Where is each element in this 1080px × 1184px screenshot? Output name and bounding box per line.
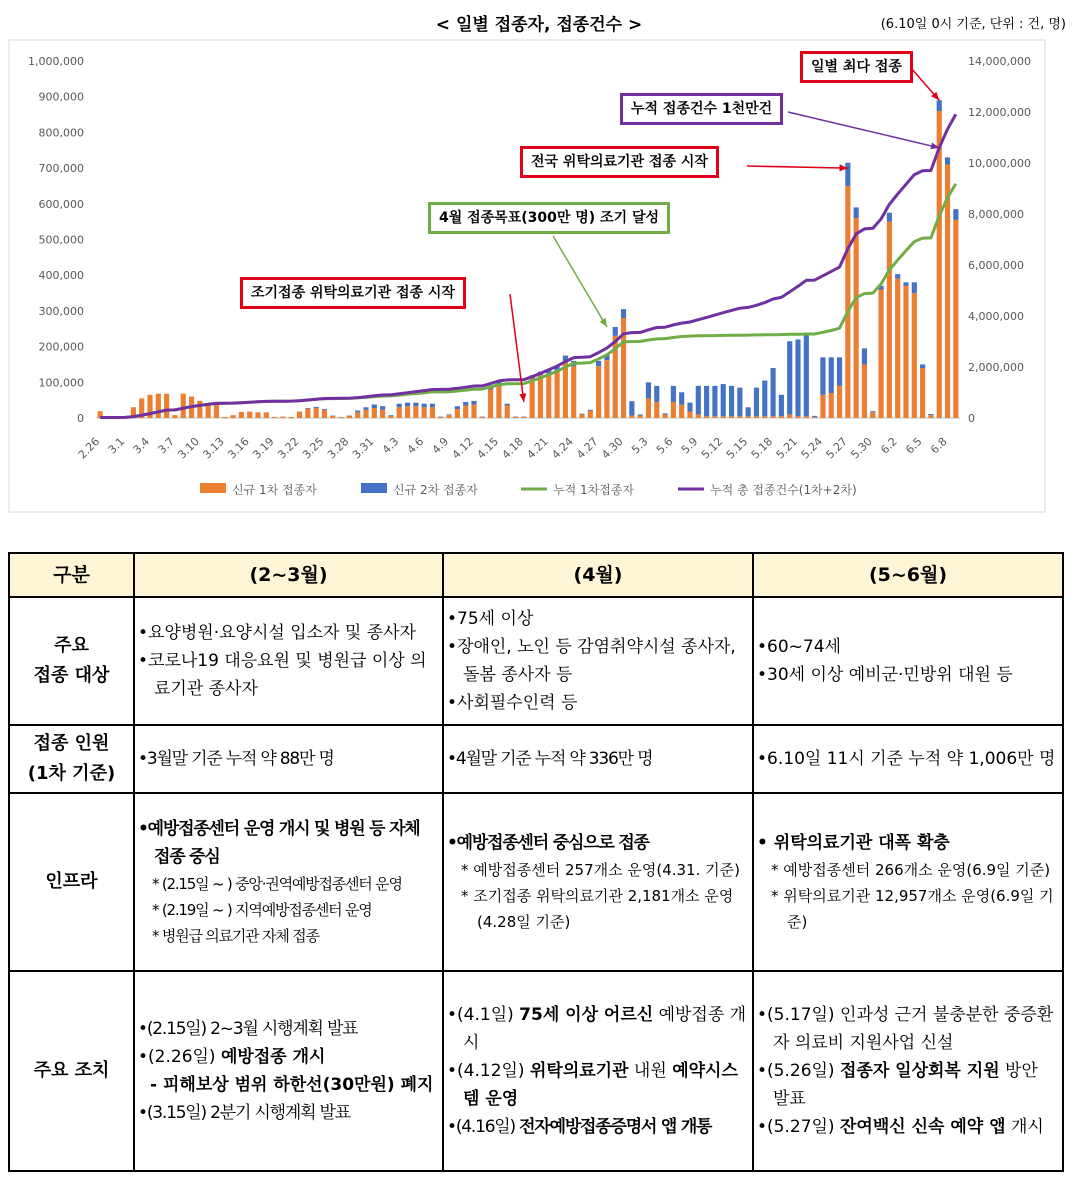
bar-first-dose <box>579 414 584 418</box>
bar-second-dose <box>912 282 917 293</box>
row-infra <box>9 793 1063 971</box>
row-measures <box>9 971 1063 1171</box>
bar-first-dose <box>355 412 360 418</box>
bar-first-dose <box>721 416 726 418</box>
x-tick-label: 6.8 <box>928 434 950 457</box>
x-tick-label: 4.30 <box>599 434 626 462</box>
bar-first-dose <box>712 416 717 418</box>
x-tick-label: 5.12 <box>698 434 726 462</box>
row-label-measures: 주요 조치 <box>9 971 134 1171</box>
x-tick-label: 4.3 <box>379 434 402 457</box>
bar-second-dose <box>687 403 692 412</box>
bar-first-dose <box>854 218 859 418</box>
bar-second-dose <box>397 404 402 408</box>
x-tick-label: 3.1 <box>105 434 128 457</box>
bar-first-dose <box>530 379 535 418</box>
x-tick-label: 5.9 <box>678 434 701 457</box>
y-right-tick-label: 12,000,000 <box>968 106 1031 119</box>
header-apr: (4월) <box>443 553 753 597</box>
bar-first-dose <box>555 371 560 418</box>
y-right-tick-label: 0 <box>968 412 975 425</box>
bar-first-dose <box>746 416 751 418</box>
bar-second-dose <box>712 386 717 416</box>
bar-first-dose <box>795 416 800 418</box>
x-tick-label: 3.4 <box>130 434 153 457</box>
x-tick-label: 4.6 <box>404 434 427 457</box>
bar-first-dose <box>488 389 493 418</box>
bar-first-dose <box>314 408 319 418</box>
bar-first-dose <box>264 412 269 418</box>
bar-second-dose <box>621 309 626 318</box>
row-label-count: 접종 인원 (1차 기준) <box>9 725 134 793</box>
header-may-jun: (5~6월) <box>753 553 1063 597</box>
bar-second-dose <box>928 414 933 415</box>
bar-first-dose <box>247 412 252 418</box>
bar-first-dose <box>181 394 186 418</box>
bar-first-dose <box>887 222 892 418</box>
bar-first-dose <box>704 416 709 418</box>
bar-second-dose <box>746 407 751 416</box>
x-tick-label: 6.2 <box>878 434 900 457</box>
bar-first-dose <box>771 416 776 418</box>
bar-second-dose <box>953 209 958 220</box>
y-right-tick-label: 4,000,000 <box>968 310 1024 323</box>
bar-first-dose <box>571 366 576 418</box>
callout-april-goal: 4월 접종목표(300만 명) 조기 달성 <box>428 202 670 234</box>
bar-first-dose <box>895 279 900 418</box>
bar-first-dose <box>289 417 294 418</box>
bar-second-dose <box>380 406 385 410</box>
cell-measures-apr: •(4.1일) 75세 이상 어르신 예방접종 개시 •(4.12일) 위탁의료기관 내원 예약시스템 운영 •(4.16일) 전자예방접종증명서 앱 개통 <box>443 971 753 1171</box>
bar-first-dose <box>405 406 410 418</box>
row-targets <box>9 597 1063 725</box>
y-right-tick-label: 2,000,000 <box>968 361 1024 374</box>
bar-second-dose <box>654 386 659 402</box>
bar-first-dose <box>430 407 435 418</box>
bar-first-dose <box>804 416 809 418</box>
bar-first-dose <box>679 405 684 418</box>
x-tick-label: 4.12 <box>449 434 477 462</box>
bar-first-dose <box>629 416 634 418</box>
bar-first-dose <box>305 409 310 418</box>
bar-first-dose <box>222 417 227 418</box>
x-tick-label: 3.28 <box>324 434 352 462</box>
x-tick-label: 3.7 <box>155 434 178 457</box>
bar-first-dose <box>380 410 385 418</box>
bar-second-dose <box>887 213 892 222</box>
bar-first-dose <box>546 373 551 418</box>
y-left-tick-label: 1,000,000 <box>28 55 84 68</box>
legend-label: 누적 총 접종건수(1차+2차) <box>710 483 857 497</box>
bar-first-dose <box>671 402 676 418</box>
bar-second-dose <box>945 157 950 164</box>
header-category: 구분 <box>9 553 134 597</box>
bar-second-dose <box>579 414 584 415</box>
cell-targets-apr: •75세 이상 •장애인, 노인 등 감염취약시설 종사자, 돌봄 종사자 등 •사회필수인력 등 <box>443 597 753 725</box>
cell-targets-may-jun: •60~74세 •30세 이상 예비군·민방위 대원 등 <box>753 597 1063 725</box>
bar-first-dose <box>646 398 651 418</box>
bar-first-dose <box>654 402 659 418</box>
bar-second-dose <box>413 403 418 407</box>
bar-second-dose <box>903 282 908 286</box>
legend-swatch <box>200 483 226 493</box>
bar-first-dose <box>363 410 368 418</box>
annotation-leader-line <box>553 236 607 327</box>
bar-first-dose <box>596 366 601 418</box>
bar-first-dose <box>812 417 817 418</box>
bar-second-dose <box>505 404 510 406</box>
bar-second-dose <box>596 361 601 366</box>
bar-first-dose <box>729 416 734 418</box>
bar-first-dose <box>480 417 485 418</box>
bar-first-dose <box>471 404 476 418</box>
y-right-tick-label: 14,000,000 <box>968 55 1031 68</box>
bar-second-dose <box>787 341 792 414</box>
bar-second-dose <box>646 382 651 398</box>
x-tick-label: 6.5 <box>903 434 925 457</box>
bar-first-dose <box>339 417 344 418</box>
bar-second-dose <box>820 357 825 394</box>
x-tick-label: 4.18 <box>499 434 526 462</box>
bar-first-dose <box>297 412 302 418</box>
bar-second-dose <box>754 388 759 417</box>
x-tick-label: 3.19 <box>250 434 277 462</box>
bar-first-dose <box>413 406 418 418</box>
bar-second-dose <box>854 207 859 218</box>
y-left-tick-label: 600,000 <box>38 197 84 211</box>
bar-first-dose <box>779 416 784 418</box>
bar-second-dose <box>455 406 460 409</box>
annotation-arrowhead <box>600 318 607 327</box>
bar-second-dose <box>920 364 925 368</box>
bar-second-dose <box>895 274 900 279</box>
cell-measures-feb-mar: •(2.15일) 2~3월 시행계획 발표 •(2.26일) 예방접종 개시 - 피해보상 범위 하한선(30만원) 폐지 •(3.15일) 2분기 시행계획 발표 <box>134 971 443 1171</box>
bar-first-dose <box>870 412 875 418</box>
bar-second-dose <box>804 334 809 416</box>
vaccination-chart <box>8 0 1070 548</box>
bar-second-dose <box>937 100 942 111</box>
bar-second-dose <box>663 413 668 414</box>
bar-first-dose <box>787 414 792 418</box>
y-left-tick-label: 500,000 <box>38 233 84 247</box>
bar-first-dose <box>388 416 393 418</box>
y-left-tick-label: 700,000 <box>38 162 84 176</box>
bar-second-dose <box>837 357 842 386</box>
annotation-leader-line <box>747 166 848 168</box>
x-tick-label: 5.15 <box>723 434 751 462</box>
bar-second-dose <box>405 403 410 407</box>
y-left-tick-label: 300,000 <box>38 304 84 318</box>
bar-first-dose <box>447 415 452 418</box>
x-tick-label: 4.21 <box>524 434 551 462</box>
x-tick-label: 5.27 <box>823 434 850 462</box>
bar-first-dose <box>272 417 277 418</box>
bar-second-dose <box>613 327 618 336</box>
bar-second-dose <box>704 386 709 416</box>
cell-infra-feb-mar: •예방접종센터 운영 개시 및 병원 등 자체 접종 중심 * (2.15일 ~ ) 중앙·권역예방접종센터 운영 * (2.19일 ~ ) 지역예방접종센터 운영 * 병원급 의료기관 자체 접종 <box>134 793 443 971</box>
cell-targets-feb-mar: •요양병원·요양시설 입소자 및 종사자 •코로나19 대응요원 및 병원급 이상 의료기관 종사자 <box>134 597 443 725</box>
bar-first-dose <box>604 360 609 418</box>
bar-first-dose <box>438 417 443 418</box>
bar-first-dose <box>513 417 518 418</box>
bar-first-dose <box>422 407 427 418</box>
bar-second-dose <box>721 384 726 416</box>
bar-first-dose <box>521 417 526 418</box>
bar-first-dose <box>463 406 468 418</box>
bar-first-dose <box>903 286 908 418</box>
bar-second-dose <box>737 388 742 417</box>
x-tick-label: 3.31 <box>349 434 377 462</box>
bar-first-dose <box>455 409 460 418</box>
x-tick-label: 4.15 <box>474 434 502 462</box>
bar-second-dose <box>671 386 676 402</box>
x-tick-label: 3.13 <box>200 434 227 462</box>
legend-label: 신규 2차 접종자 <box>393 483 478 497</box>
legend-label: 누적 1차접종자 <box>553 483 635 497</box>
x-tick-label: 5.18 <box>748 434 776 462</box>
bar-first-dose <box>754 416 759 418</box>
bar-second-dose <box>829 357 834 393</box>
bar-second-dose <box>314 407 319 408</box>
y-left-tick-label: 0 <box>77 412 84 425</box>
bar-second-dose <box>845 163 850 186</box>
x-tick-label: 4.27 <box>574 434 601 462</box>
x-tick-label: 3.22 <box>275 434 302 462</box>
bar-first-dose <box>538 375 543 418</box>
x-tick-label: 3.16 <box>225 434 252 462</box>
x-tick-label: 4.9 <box>429 434 452 457</box>
x-tick-label: 2.26 <box>75 434 103 462</box>
bar-first-dose <box>737 416 742 418</box>
bar-first-dose <box>845 186 850 418</box>
header-feb-mar: (2~3월) <box>134 553 443 597</box>
bar-second-dose <box>762 381 767 417</box>
cell-count-apr: •4월말 기준 누적 약 336만 명 <box>443 725 753 793</box>
bar-second-dose <box>388 415 393 416</box>
bar-first-dose <box>505 406 510 418</box>
callout-cumulative-10m: 누적 접종건수 1천만건 <box>620 93 783 125</box>
bar-first-dose <box>696 414 701 418</box>
row-label-targets: 주요 접종 대상 <box>9 597 134 725</box>
y-right-tick-label: 10,000,000 <box>968 157 1031 170</box>
bar-first-dose <box>953 220 958 418</box>
bar-second-dose <box>363 407 368 409</box>
x-tick-label: 5.3 <box>629 434 651 457</box>
x-tick-label: 3.25 <box>300 434 327 462</box>
bar-first-dose <box>837 386 842 418</box>
legend-label: 신규 1차 접종자 <box>232 483 317 497</box>
bar-first-dose <box>879 289 884 418</box>
y-left-tick-label: 800,000 <box>38 126 84 140</box>
bar-first-dose <box>638 416 643 418</box>
x-tick-label: 3.10 <box>175 434 202 462</box>
bar-first-dose <box>496 385 501 418</box>
y-left-tick-label: 100,000 <box>38 376 84 390</box>
x-tick-label: 4.24 <box>549 434 576 462</box>
bar-first-dose <box>762 416 767 418</box>
bar-second-dose <box>771 368 776 416</box>
bar-first-dose <box>663 414 668 418</box>
bar-first-dose <box>829 393 834 418</box>
y-right-tick-label: 6,000,000 <box>968 259 1024 272</box>
bar-second-dose <box>463 402 468 406</box>
bar-second-dose <box>638 414 643 415</box>
bar-first-dose <box>214 404 219 418</box>
bar-second-dose <box>372 404 377 408</box>
vaccination-summary-table <box>8 552 1064 1172</box>
y-left-tick-label: 400,000 <box>38 269 84 283</box>
cell-infra-apr: •예방접종센터 중심으로 접종 * 예방접종센터 257개소 운영(4.31. 기준) * 조기접종 위탁의료기관 2,181개소 운영(4.28일 기준) <box>443 793 753 971</box>
bar-first-dose <box>330 416 335 418</box>
bar-second-dose <box>355 411 360 413</box>
bar-second-dose <box>422 404 427 408</box>
row-label-infra: 인프라 <box>9 793 134 971</box>
y-left-tick-label: 200,000 <box>38 340 84 354</box>
bar-first-dose <box>231 415 236 418</box>
bar-second-dose <box>795 339 800 416</box>
cell-count-may-jun: •6.10일 11시 기준 누적 약 1,006만 명 <box>753 725 1063 793</box>
bar-first-dose <box>912 293 917 418</box>
cell-count-feb-mar: •3월말 기준 누적 약 88만 명 <box>134 725 443 793</box>
bar-first-dose <box>280 417 285 418</box>
bar-first-dose <box>164 394 169 418</box>
callout-peak: 일별 최다 접종 <box>800 51 913 83</box>
bar-first-dose <box>687 412 692 418</box>
y-right-tick-label: 8,000,000 <box>968 208 1024 221</box>
cell-measures-may-jun: •(5.17일) 인과성 근거 불충분한 중증환자 의료비 지원사업 신설 •(5.26일) 접종자 일상회복 지원 방안 발표 •(5.27일) 잔여백신 신속 예약 앱 개시 <box>753 971 1063 1171</box>
bar-first-dose <box>397 407 402 418</box>
cell-infra-may-jun: • 위탁의료기관 대폭 확충 * 예방접종센터 266개소 운영(6.9일 기준) * 위탁의료기관 12,957개소 운영(6.9일 기준) <box>753 793 1063 971</box>
chart-title: < 일별 접종자, 접종건수 > <box>435 15 643 35</box>
bar-second-dose <box>447 414 452 415</box>
bar-first-dose <box>322 410 327 418</box>
bar-second-dose <box>588 410 593 411</box>
bar-first-dose <box>197 401 202 418</box>
bar-second-dose <box>305 408 310 409</box>
x-tick-label: 5.24 <box>798 434 826 462</box>
bar-second-dose <box>729 386 734 416</box>
bar-first-dose <box>372 408 377 418</box>
bar-second-dose <box>471 401 476 405</box>
x-tick-label: 5.21 <box>773 434 801 462</box>
annotation-arrowhead <box>519 393 526 402</box>
bar-second-dose <box>696 386 701 415</box>
bar-second-dose <box>870 411 875 412</box>
x-tick-label: 5.30 <box>848 434 875 462</box>
bar-first-dose <box>156 394 161 418</box>
row-count <box>9 725 1063 793</box>
bar-second-dose <box>629 401 634 415</box>
bar-first-dose <box>862 364 867 418</box>
bar-first-dose <box>588 411 593 418</box>
bar-second-dose <box>679 392 684 404</box>
bar-first-dose <box>347 416 352 418</box>
y-left-tick-label: 900,000 <box>38 90 84 104</box>
bar-first-dose <box>920 368 925 418</box>
bar-first-dose <box>928 415 933 418</box>
bar-second-dose <box>812 416 817 417</box>
annotation-leader-line <box>788 112 939 148</box>
bar-first-dose <box>255 412 260 418</box>
callout-nationwide-start: 전국 위탁의료기관 접종 시작 <box>520 146 719 178</box>
annotation-leader-line <box>510 294 524 402</box>
bar-second-dose <box>430 404 435 408</box>
bar-second-dose <box>779 395 784 416</box>
bar-first-dose <box>172 415 177 418</box>
x-tick-label: 5.6 <box>653 434 676 457</box>
bar-second-dose <box>322 409 327 410</box>
bar-first-dose <box>820 395 825 418</box>
legend-swatch <box>361 483 387 493</box>
bar-second-dose <box>862 348 867 364</box>
table-header-row <box>9 553 1063 597</box>
chart-unit-note: (6.10일 0시 기준, 단위 : 건, 명) <box>880 17 1066 32</box>
bar-first-dose <box>937 111 942 418</box>
callout-early-start: 조기접종 위탁의료기관 접종 시작 <box>240 277 466 309</box>
bar-first-dose <box>239 412 244 418</box>
